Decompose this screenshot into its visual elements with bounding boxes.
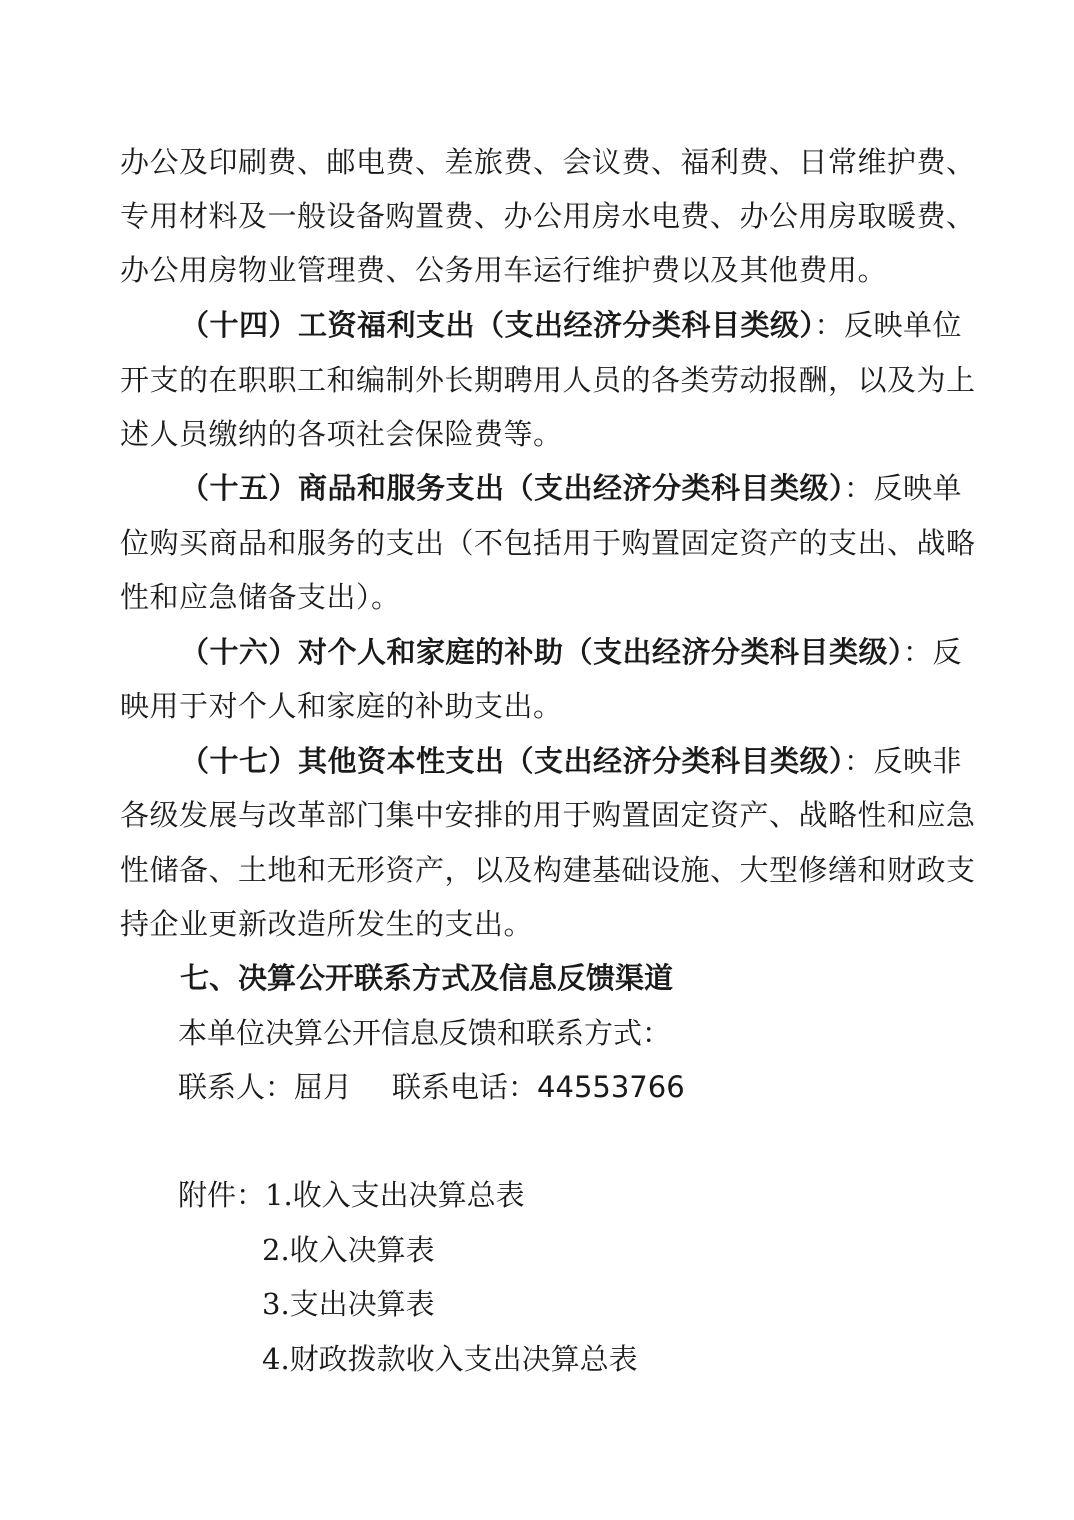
paragraph-line: 专用材料及一般设备购置费、办公用房水电费、办公用房取暖费、	[120, 199, 976, 233]
paragraph-line: 开支的在职职工和编制外长期聘用人员的各类劳动报酬，以及为上	[120, 363, 976, 397]
attachment-item: 3.支出决算表	[262, 1287, 435, 1321]
contact-intro: 本单位决算公开信息反馈和联系方式：	[178, 1016, 672, 1050]
paragraph-line: 性储备、土地和无形资产，以及构建基础设施、大型修缮和财政支	[120, 853, 976, 887]
item-heading: （十六）对个人和家庭的补助（支出经济分类科目类级）	[180, 635, 904, 669]
paragraph-line: 位购买商品和服务的支出（不包括用于购置固定资产的支出、战略	[120, 526, 976, 560]
attachments-label: 附件：	[178, 1178, 266, 1212]
paragraph-first-line	[180, 305, 963, 345]
item-text: ：反映非	[844, 744, 963, 778]
attachment-item: 4.财政拨款收入支出决算总表	[262, 1342, 638, 1376]
paragraph-line: 办公用房物业管理费、公务用车运行维护费以及其他费用。	[120, 253, 888, 287]
section-heading: 七、决算公开联系方式及信息反馈渠道	[180, 961, 674, 995]
phone-label: 联系电话：	[392, 1070, 538, 1104]
contact-line	[178, 1067, 685, 1107]
item-text: ：反映单位	[814, 308, 963, 342]
phone-number: 44553766	[537, 1070, 685, 1104]
item-heading: （十七）其他资本性支出（支出经济分类科目类级）	[180, 744, 845, 778]
item-heading: （十四）工资福利支出（支出经济分类科目类级）	[180, 308, 815, 342]
item-text: ：反映单	[844, 471, 963, 505]
paragraph-first-line	[180, 468, 963, 508]
item-heading: （十五）商品和服务支出（支出经济分类科目类级）	[180, 471, 845, 505]
paragraph-line: 持企业更新改造所发生的支出。	[120, 907, 534, 941]
paragraph-first-line	[180, 741, 963, 781]
paragraph-line: 各级发展与改革部门集中安排的用于购置固定资产、战略性和应急	[120, 798, 976, 832]
paragraph-first-line	[180, 632, 963, 672]
paragraph-line: 映用于对个人和家庭的补助支出。	[120, 689, 563, 723]
contact-name: 屈月	[294, 1070, 353, 1104]
item-text: ：反	[903, 635, 963, 669]
contact-label: 联系人：	[178, 1070, 295, 1104]
attachment-item: 1.收入支出决算总表	[265, 1178, 525, 1212]
attachments-line	[178, 1175, 525, 1215]
paragraph-line: 性和应急储备支出）。	[120, 580, 401, 614]
attachment-item: 2.收入决算表	[262, 1233, 435, 1267]
paragraph-line: 办公及印刷费、邮电费、差旅费、会议费、福利费、日常维护费、	[120, 145, 976, 179]
paragraph-line: 述人员缴纳的各项社会保险费等。	[120, 417, 563, 451]
